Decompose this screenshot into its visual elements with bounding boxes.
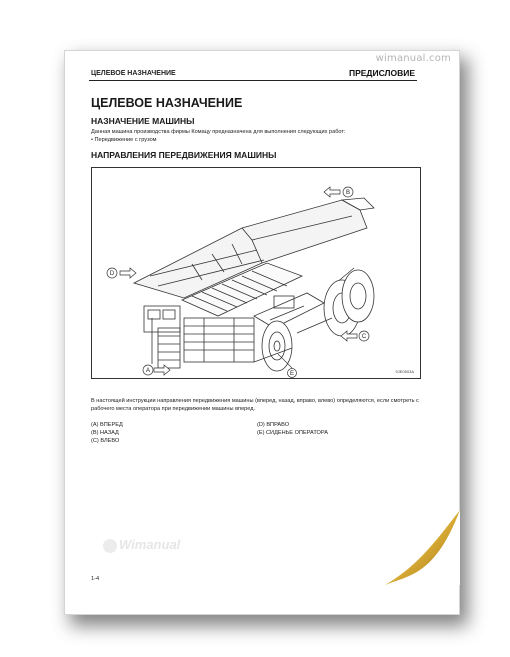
legend-item: (E) СИДЕНЬЕ ОПЕРАТОРА	[257, 430, 328, 436]
running-header-right: ПРЕДИСЛОВИЕ	[348, 68, 415, 78]
section-heading-directions: НАПРАВЛЕНИЯ ПЕРЕДВИЖЕНИЯ МАШИНЫ	[91, 150, 277, 160]
brand-logo-icon	[103, 539, 117, 553]
running-header-left: ЦЕЛЕВОЕ НАЗНАЧЕНИЕ	[91, 70, 176, 77]
site-watermark: wimanual.com	[375, 53, 451, 64]
figure-code: 9JE0503A	[395, 369, 414, 374]
marker-a: A	[145, 368, 151, 374]
marker-e: E	[289, 371, 295, 377]
dump-truck-figure	[91, 167, 421, 379]
legend-list-left	[91, 421, 123, 445]
marker-d: D	[109, 271, 115, 277]
marker-c: C	[361, 334, 367, 340]
legend-item: (C) ВЛЕВО	[91, 438, 120, 444]
dump-truck-drawing	[92, 168, 420, 378]
page-title: ЦЕЛЕВОЕ НАЗНАЧЕНИЕ	[91, 96, 243, 110]
page-curl-icon	[380, 505, 460, 585]
directions-paragraph: В настоящей инструкции направления передвижения машины (вперед, назад, вправо, влево) определяются, если смотреть с рабочего места оператора при передвижении машины вперед.	[91, 398, 419, 412]
purpose-bullet: • Передвижение с грузом	[91, 137, 157, 143]
legend-item: (D) ВПРАВО	[257, 422, 290, 428]
section-heading-purpose: НАЗНАЧЕНИЕ МАШИНЫ	[91, 116, 195, 126]
header-rule	[89, 80, 417, 81]
page-number: 1-4	[91, 576, 100, 582]
legend-list-right	[257, 421, 328, 437]
legend-item: (B) НАЗАД	[91, 430, 119, 436]
legend-item: (A) ВПЕРЕД	[91, 422, 123, 428]
marker-b: B	[345, 190, 351, 196]
purpose-text: Данная машина производства фирмы Комацу предназначена для выполнения следующих работ:	[91, 129, 346, 135]
brand-watermark: Wimanual	[103, 537, 193, 561]
